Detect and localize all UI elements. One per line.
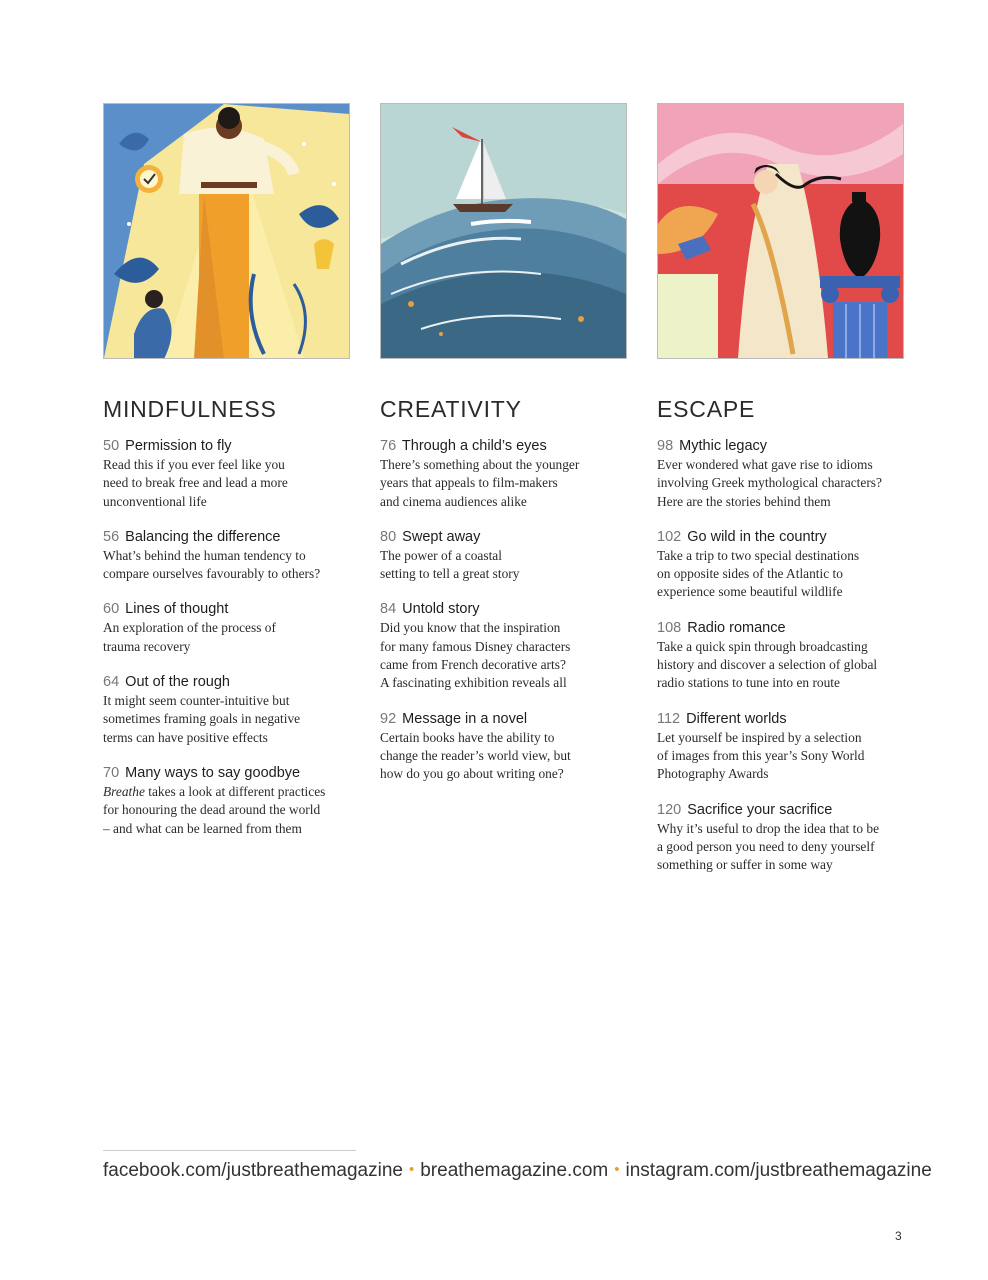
entry-title: Lines of thought [125,601,229,618]
entry-title: Radio romance [687,619,786,636]
list-item[interactable] [657,710,904,784]
entry-description: There’s something about the younger years that appeals to film-makers and cinema audiences alike [380,457,580,509]
separator-dot: • [408,1161,415,1178]
entry-list [380,437,627,784]
list-item[interactable] [380,600,627,692]
column-creativity [380,103,627,801]
entry-page-number: 50 [103,438,120,454]
entry-page-number: 84 [380,601,397,618]
sailboat-on-wave-illustration [380,103,627,359]
column-escape [657,103,904,891]
list-item[interactable] [380,528,627,584]
section-title-creativity: CREATIVITY [380,396,522,422]
separator-dot: • [614,1161,620,1178]
entry-page-number: 76 [380,438,397,454]
entry-title: Different worlds [686,710,787,727]
entry-title: Go wild in the country [687,528,827,545]
list-item[interactable] [103,600,350,656]
entry-list [103,437,350,838]
website-link[interactable]: breathemagazine.com [420,1160,609,1181]
entry-description: An exploration of the process of trauma recovery [103,620,276,654]
entry-title: Sacrifice your sacrifice [687,801,833,818]
entry-page-number: 56 [103,528,120,545]
entry-title: Many ways to say goodbye [125,764,301,781]
instagram-link[interactable]: instagram.com/justbreathemagazine [625,1160,932,1181]
list-item[interactable] [103,437,350,511]
entry-page-number: 98 [657,438,674,454]
entry-description [103,783,350,838]
entry-description: Take a quick spin through broadcasting history and discover a selection of global radio stations to tune into en route [657,638,878,691]
list-item[interactable] [657,801,904,875]
section-title-escape: ESCAPE [657,396,756,422]
list-item[interactable] [657,437,904,511]
list-item[interactable] [103,528,350,584]
entry-title: Mythic legacy [679,438,768,454]
entry-page-number: 60 [103,601,120,618]
greek-figure-with-vase-illustration [657,103,904,359]
entry-page-number: 80 [380,528,397,545]
entry-description: The power of a coastal setting to tell a great story [380,547,520,582]
entry-description: Read this if you ever feel like you need to break free and lead a more unconventional life [103,457,288,509]
list-item[interactable] [380,437,627,511]
magazine-name: Breathe [103,783,145,799]
page-number: 3 [895,1229,902,1243]
footer-divider [103,1150,356,1151]
entry-page-number: 102 [657,528,682,545]
list-item[interactable] [380,710,627,784]
entry-description-text: takes a look at different practices for honouring the dead around the world – and what can be learned from them [103,783,326,836]
entry-page-number: 70 [103,764,120,781]
entry-page-number: 112 [657,710,681,727]
entry-description: Certain books have the ability to change the reader’s world view, but how do you go about writing one? [380,729,571,782]
list-item[interactable] [657,528,904,602]
entry-title: Permission to fly [125,438,232,454]
entry-list [657,437,904,874]
entry-description: Let yourself be inspired by a selection of images from this year’s Sony World Photography Awards [657,729,865,782]
entry-title: Through a child’s eyes [401,438,547,454]
entry-title: Untold story [402,601,480,618]
entry-title: Message in a novel [402,710,528,727]
entry-description: Why it’s useful to drop the idea that to be a good person you need to deny yourself something or suffer in some way [657,820,880,873]
column-mindfulness [103,103,350,855]
entry-page-number: 64 [103,674,120,691]
entry-page-number: 120 [657,801,682,818]
footer-links [103,1160,932,1182]
entry-title: Balancing the difference [125,528,281,545]
list-item[interactable] [657,619,904,693]
woman-with-compass-illustration [103,103,350,359]
entry-description: Did you know that the inspiration for many famous Disney characters came from French decorative arts? A fascinating exhibition reveals all [380,620,571,691]
entry-description: What’s behind the human tendency to compare ourselves favourably to others? [103,547,321,582]
entry-page-number: 92 [380,710,397,727]
section-title-mindfulness: MINDFULNESS [103,396,277,422]
list-item[interactable] [103,764,350,838]
entry-title: Out of the rough [125,674,230,691]
entry-description: Take a trip to two special destinations on opposite sides of the Atlantic to experience some beautiful wildlife [657,547,860,600]
entry-description: Ever wondered what gave rise to idioms involving Greek mythological characters? Here are the stories behind them [657,457,882,509]
facebook-link[interactable]: facebook.com/justbreathemagazine [103,1160,403,1181]
list-item[interactable] [103,673,350,747]
entry-page-number: 108 [657,619,682,636]
entry-description: It might seem counter-intuitive but sometimes framing goals in negative terms can have positive effects [103,693,301,745]
entry-title: Swept away [402,528,481,545]
